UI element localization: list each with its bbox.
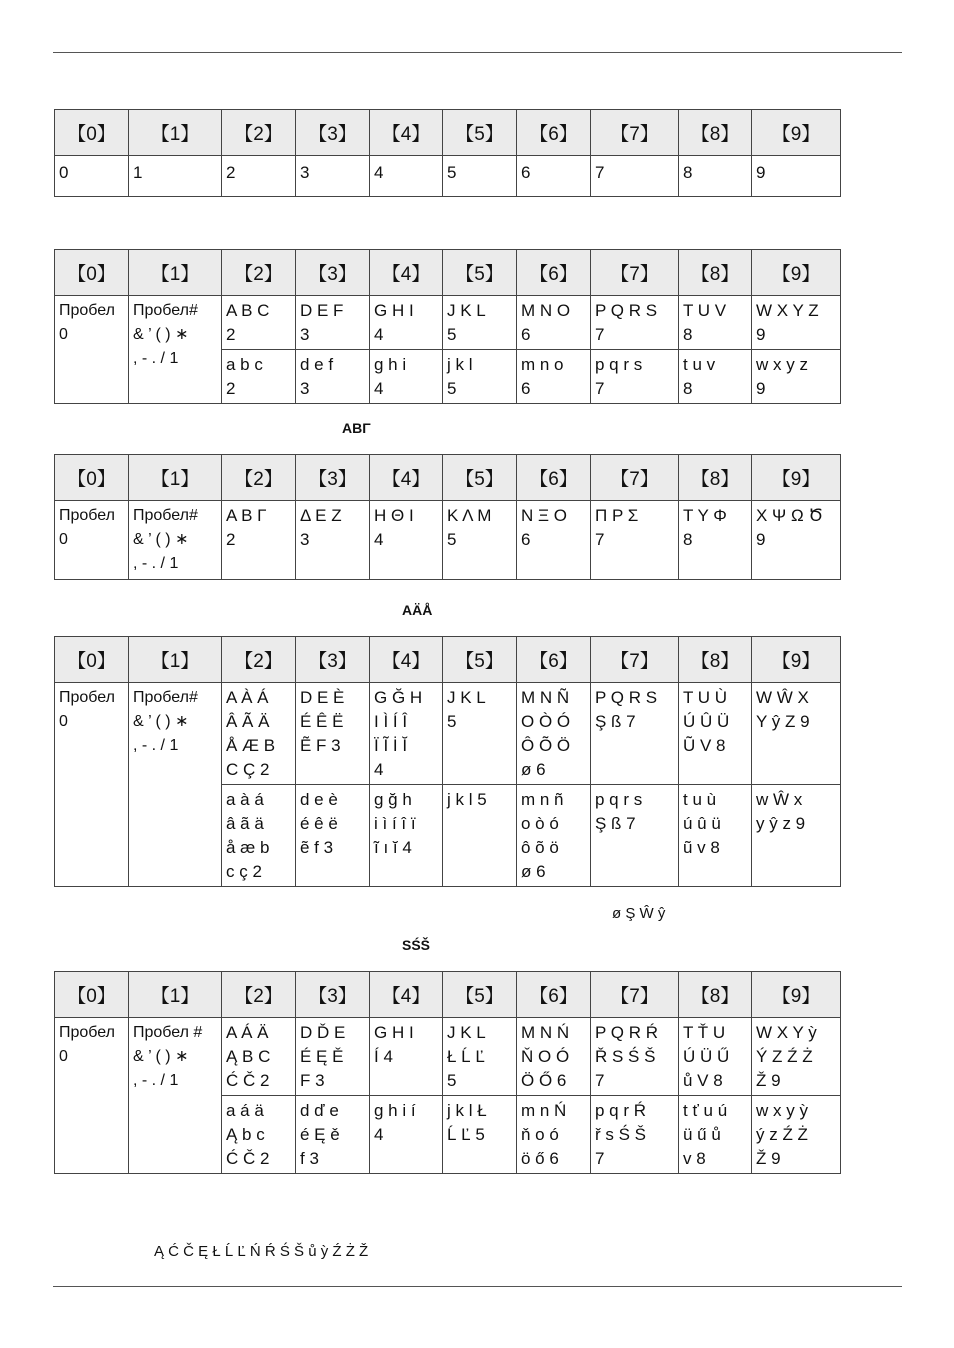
key-header: 【8】 [679,637,752,683]
char-cell: P Q R S 7 [591,296,679,350]
char-cell: j k l 5 [443,350,517,404]
char-cell: Χ Ψ Ω Ծ 9 [752,501,841,580]
char-cell: t u ù ú û ü ũ v 8 [679,785,752,887]
char-cell: 4 [370,156,443,197]
key-header: 【1】 [129,250,222,296]
greek-mode-caption: ΑΒΓ [342,420,371,436]
char-cell: G H I Í 4 [370,1018,443,1096]
char-cell: t ť u ú ü ű ů v 8 [679,1096,752,1174]
char-cell: 6 [517,156,591,197]
char-cell: D E F 3 [296,296,370,350]
key-header: 【5】 [443,110,517,156]
char-cell: G Ğ H I Ì Í Î Ï Ĩ İ Ĭ 4 [370,683,443,785]
char-cell: m n Ń ň o ó ö ő 6 [517,1096,591,1174]
key-header: 【4】 [370,972,443,1018]
char-cell: M N O 6 [517,296,591,350]
char-cell: T Ť U Ú Ü Ű ů V 8 [679,1018,752,1096]
char-cell: p q r s Ş ß 7 [591,785,679,887]
key-header: 【6】 [517,455,591,501]
char-cell: W Ŵ X Y ŷ Z 9 [752,683,841,785]
char-cell: a à á â ã ä å æ b c ç 2 [222,785,296,887]
char-cell: 9 [752,156,841,197]
char-cell: 5 [443,156,517,197]
char-cell: 2 [222,156,296,197]
key-header: 【7】 [591,637,679,683]
char-cell: g ğ h i ì í î ï ĩ ı ĭ 4 [370,785,443,887]
table-row [55,683,841,785]
char-cell: g h i í 4 [370,1096,443,1174]
key-header: 【9】 [752,455,841,501]
char-cell: p q r Ŕ ř s Ś Š 7 [591,1096,679,1174]
symbol-cell: Пробел # & ’ ( ) ∗ , - . / 1 [129,1018,222,1174]
char-cell: G H I 4 [370,296,443,350]
char-cell: A Á Ä Ą B C Ć Č 2 [222,1018,296,1096]
table-row [55,156,841,197]
key-header: 【0】 [55,250,129,296]
char-cell: j k l Ł Ĺ Ľ 5 [443,1096,517,1174]
key-header: 【6】 [517,972,591,1018]
char-cell: w x y z 9 [752,350,841,404]
key-header: 【9】 [752,637,841,683]
char-cell: j k l 5 [443,785,517,887]
char-cell: a á ä Ą b c Ć Č 2 [222,1096,296,1174]
key-header: 【0】 [55,110,129,156]
key-header: 【8】 [679,972,752,1018]
eastern-mode-caption: SŚŠ [402,937,431,953]
key-header: 【4】 [370,110,443,156]
char-cell: d e f 3 [296,350,370,404]
char-cell: w x y ỳ ý z Ź Ż Ž 9 [752,1096,841,1174]
key-header: 【5】 [443,455,517,501]
key-header: 【9】 [752,250,841,296]
key-header: 【3】 [296,637,370,683]
char-cell: w Ŵ x y ŷ z 9 [752,785,841,887]
key-header-row [55,110,841,156]
char-cell: A B C 2 [222,296,296,350]
char-cell: 3 [296,156,370,197]
char-cell: W X Y ỳ Ý Z Ź Ż Ž 9 [752,1018,841,1096]
char-cell: p q r s 7 [591,350,679,404]
char-cell: J K L 5 [443,296,517,350]
char-cell: Δ Ε Ζ 3 [296,501,370,580]
char-cell: 0 [55,156,129,197]
char-cell: D Ď E É Ę Ě F 3 [296,1018,370,1096]
key-header: 【7】 [591,972,679,1018]
char-cell: d ď e é Ę ě f 3 [296,1096,370,1174]
key-header: 【0】 [55,972,129,1018]
char-cell: d e è é ê ë ẽ f 3 [296,785,370,887]
key-header: 【8】 [679,455,752,501]
key-header: 【0】 [55,455,129,501]
char-cell: J K L 5 [443,683,517,785]
key-header-row [55,637,841,683]
key-header-row [55,972,841,1018]
char-cell: J K L Ł Ĺ Ľ 5 [443,1018,517,1096]
key-header-row [55,455,841,501]
key-header: 【6】 [517,637,591,683]
bottom-rule [53,1286,902,1287]
key-header: 【3】 [296,972,370,1018]
char-cell: W X Y Z 9 [752,296,841,350]
char-cell: T U Ù Ú Û Ü Ũ V 8 [679,683,752,785]
key-header: 【1】 [129,455,222,501]
key-header: 【8】 [679,250,752,296]
table-row [55,1018,841,1096]
key-header: 【8】 [679,110,752,156]
char-cell: 8 [679,156,752,197]
key-header: 【4】 [370,250,443,296]
numeric-mode-table [54,109,841,197]
char-cell: a b c 2 [222,350,296,404]
key-header: 【7】 [591,250,679,296]
key-header: 【6】 [517,250,591,296]
key-header: 【1】 [129,110,222,156]
key-header: 【5】 [443,972,517,1018]
key-header: 【5】 [443,637,517,683]
key-header: 【5】 [443,250,517,296]
key-header: 【0】 [55,637,129,683]
key-header: 【4】 [370,455,443,501]
table-row [55,296,841,350]
key-header: 【3】 [296,455,370,501]
top-rule [53,52,902,53]
key-header: 【2】 [222,972,296,1018]
space-cell: Пробел 0 [55,683,129,887]
char-cell: g h i 4 [370,350,443,404]
key-header: 【2】 [222,455,296,501]
symbol-cell: Пробел# & ’ ( ) ∗ , - . / 1 [129,296,222,404]
western-mode-table [54,636,841,887]
key-header: 【1】 [129,637,222,683]
char-cell: T U V 8 [679,296,752,350]
key-header: 【1】 [129,972,222,1018]
space-cell: Пробел 0 [55,296,129,404]
char-cell: Π Ρ Σ 7 [591,501,679,580]
eastern-special-chars-note: Ą Ć Č Ę Ł Ĺ Ľ Ń Ŕ Ś Š ů ỳ Ź Ż Ž [154,1243,369,1260]
key-header: 【2】 [222,637,296,683]
space-cell: Пробел 0 [55,1018,129,1174]
char-cell: Τ Υ Φ 8 [679,501,752,580]
space-cell: Пробел 0 [55,501,129,580]
key-header: 【4】 [370,637,443,683]
char-cell: 1 [129,156,222,197]
char-cell: t u v 8 [679,350,752,404]
table-row [55,501,841,580]
key-header: 【9】 [752,972,841,1018]
key-header: 【3】 [296,110,370,156]
greek-mode-table [54,454,841,580]
western-mode-caption: AÄÅ [402,602,433,618]
symbol-cell: Пробел# & ’ ( ) ∗ , - . / 1 [129,501,222,580]
symbol-cell: Пробел# & ’ ( ) ∗ , - . / 1 [129,683,222,887]
key-header: 【2】 [222,110,296,156]
char-cell: P Q R S Ş ß 7 [591,683,679,785]
key-header: 【2】 [222,250,296,296]
char-cell: Η Θ Ι 4 [370,501,443,580]
char-cell: M N Ñ O Ò Ó Ô Õ Ö ø 6 [517,683,591,785]
char-cell: Α Β Γ 2 [222,501,296,580]
western-special-chars-note: ø Ş Ŵ ŷ [612,905,666,922]
char-cell: m n o 6 [517,350,591,404]
char-cell: Κ Λ Μ 5 [443,501,517,580]
key-header: 【7】 [591,110,679,156]
key-header-row [55,250,841,296]
char-cell: 7 [591,156,679,197]
char-cell: A À Á Â Ã Ä Å Æ B C Ç 2 [222,683,296,785]
key-header: 【9】 [752,110,841,156]
char-cell: M N Ń Ň O Ó Ö Ő 6 [517,1018,591,1096]
char-cell: Ν Ξ Ο 6 [517,501,591,580]
char-cell: P Q R Ŕ Ř S Ś Š 7 [591,1018,679,1096]
standard-mode-table [54,249,841,404]
key-header: 【6】 [517,110,591,156]
char-cell: D E È É Ê Ë Ẽ F 3 [296,683,370,785]
eastern-mode-table [54,971,841,1174]
key-header: 【7】 [591,455,679,501]
key-header: 【3】 [296,250,370,296]
char-cell: m n ñ o ò ó ô õ ö ø 6 [517,785,591,887]
